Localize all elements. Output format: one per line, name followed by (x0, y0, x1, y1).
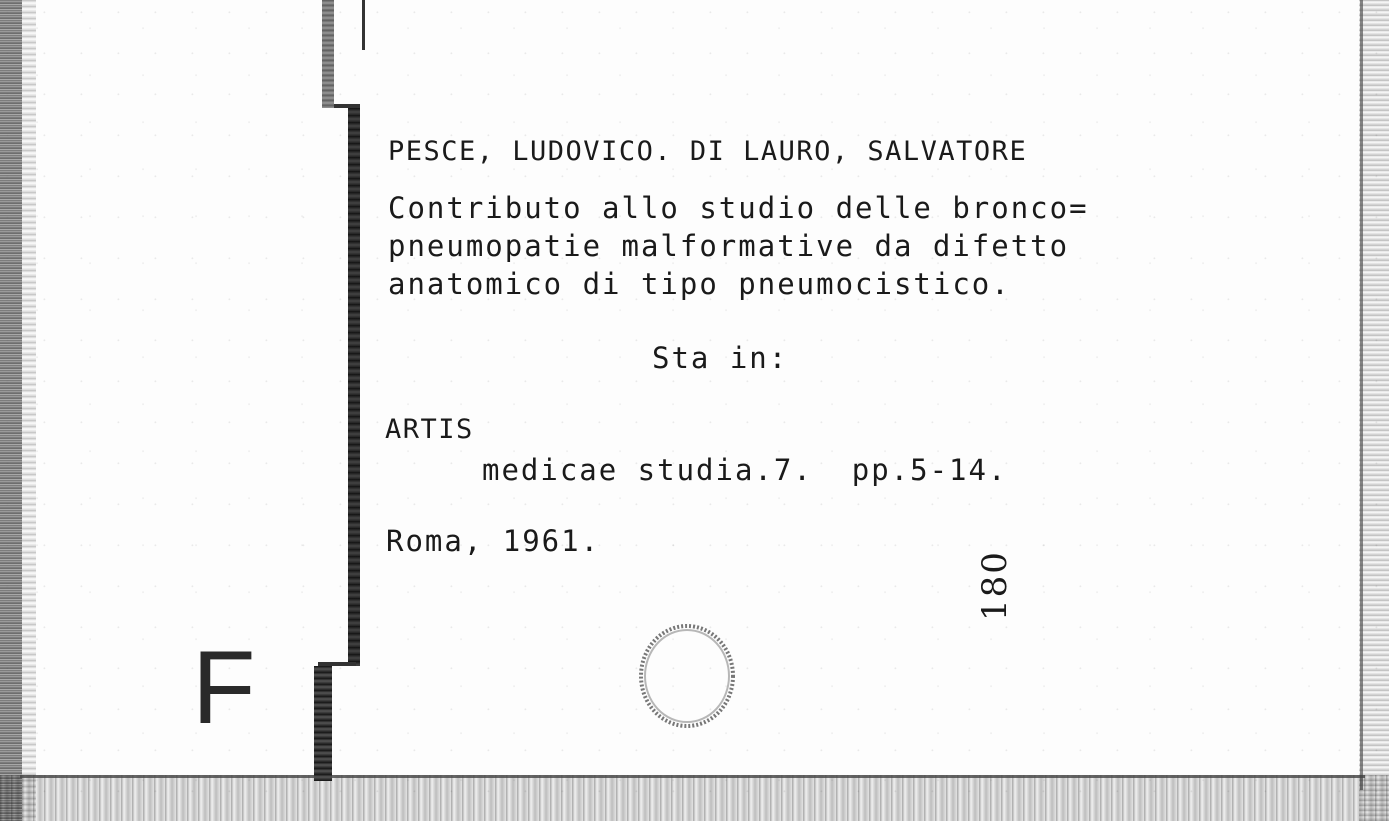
in-label: Sta in: (652, 341, 789, 375)
title-line-2: pneumopatie malformative da difetto (388, 229, 1070, 263)
left-scan-shadow (22, 0, 36, 821)
card-vertical-rule (348, 108, 360, 666)
bottom-card-edge (20, 775, 1365, 778)
punch-hole-icon (636, 622, 738, 730)
card-tab-top-line (362, 0, 365, 50)
author-line: PESCE, LUDOVICO. DI LAURO, SALVATORE (388, 136, 1028, 167)
right-scan-border (1359, 0, 1389, 821)
journal-line: medicae studia.7. pp.5-14. (482, 453, 1008, 487)
drawer-letter: F (192, 630, 256, 746)
imprint-line: Roma, 1961. (386, 524, 601, 558)
right-card-edge (1360, 0, 1363, 790)
series-heading: ARTIS (385, 414, 474, 445)
card-tab-top (322, 0, 334, 108)
call-number-stamp: 180 (975, 550, 1015, 621)
card-tab-bottom (314, 666, 332, 781)
bottom-scan-border (0, 775, 1389, 821)
title-line-3: anatomico di tipo pneumocistico. (388, 267, 1011, 301)
title-line-1: Contributo allo studio delle bronco= (388, 191, 1089, 225)
left-scan-border (0, 0, 22, 821)
